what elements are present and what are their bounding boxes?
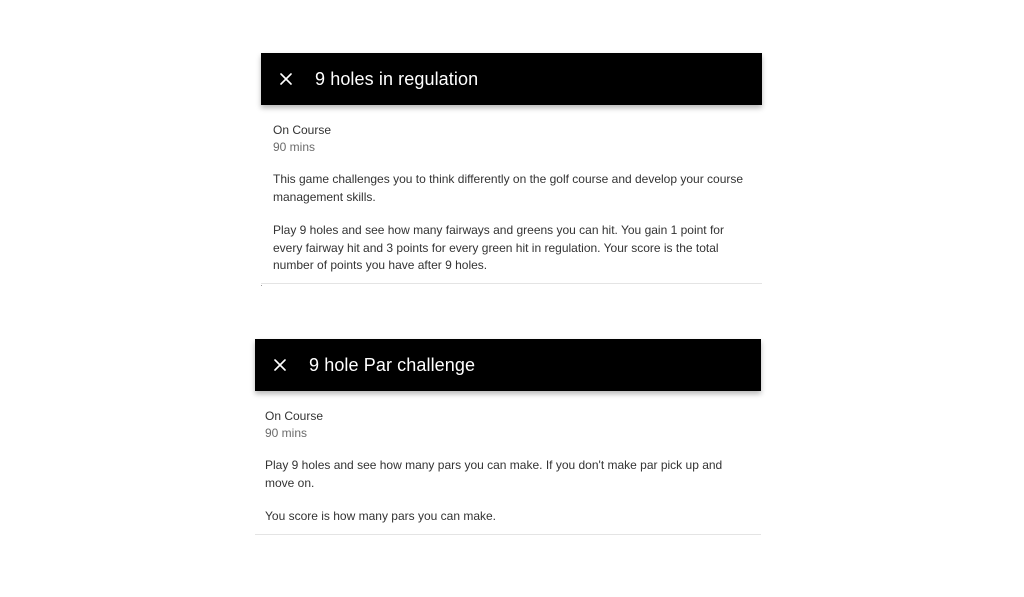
game-card-9-holes-in-regulation <box>261 53 762 284</box>
description-paragraph: You score is how many pars you can make. <box>265 509 497 523</box>
duration-label: 90 mins <box>273 140 316 154</box>
location-label: On Course <box>265 409 324 423</box>
description-paragraph: This game challenges you to think differently on the golf course and develop your course management skills. <box>273 172 744 204</box>
card-title: 9 hole Par challenge <box>309 354 476 375</box>
description-paragraph: Play 9 holes and see how many pars you can make. If you don't make par pick up and move on. <box>265 458 723 490</box>
card-body <box>255 391 761 535</box>
close-icon <box>274 359 286 371</box>
duration-label: 90 mins <box>265 426 308 440</box>
close-button[interactable] <box>270 355 290 375</box>
divider-artifact <box>261 285 262 286</box>
card-header <box>255 339 761 391</box>
card-body <box>261 105 762 284</box>
description-paragraph: Play 9 holes and see how many fairways and greens you can hit. You gain 1 point for every fairway hit and 3 points for every green hit in regulation. Your score is the total number of points you have after 9 holes. <box>273 223 724 272</box>
card-header <box>261 53 762 105</box>
game-card-9-hole-par-challenge <box>255 339 761 535</box>
card-title: 9 holes in regulation <box>315 68 479 89</box>
close-button[interactable] <box>276 69 296 89</box>
location-label: On Course <box>273 123 332 137</box>
close-icon <box>280 73 292 85</box>
